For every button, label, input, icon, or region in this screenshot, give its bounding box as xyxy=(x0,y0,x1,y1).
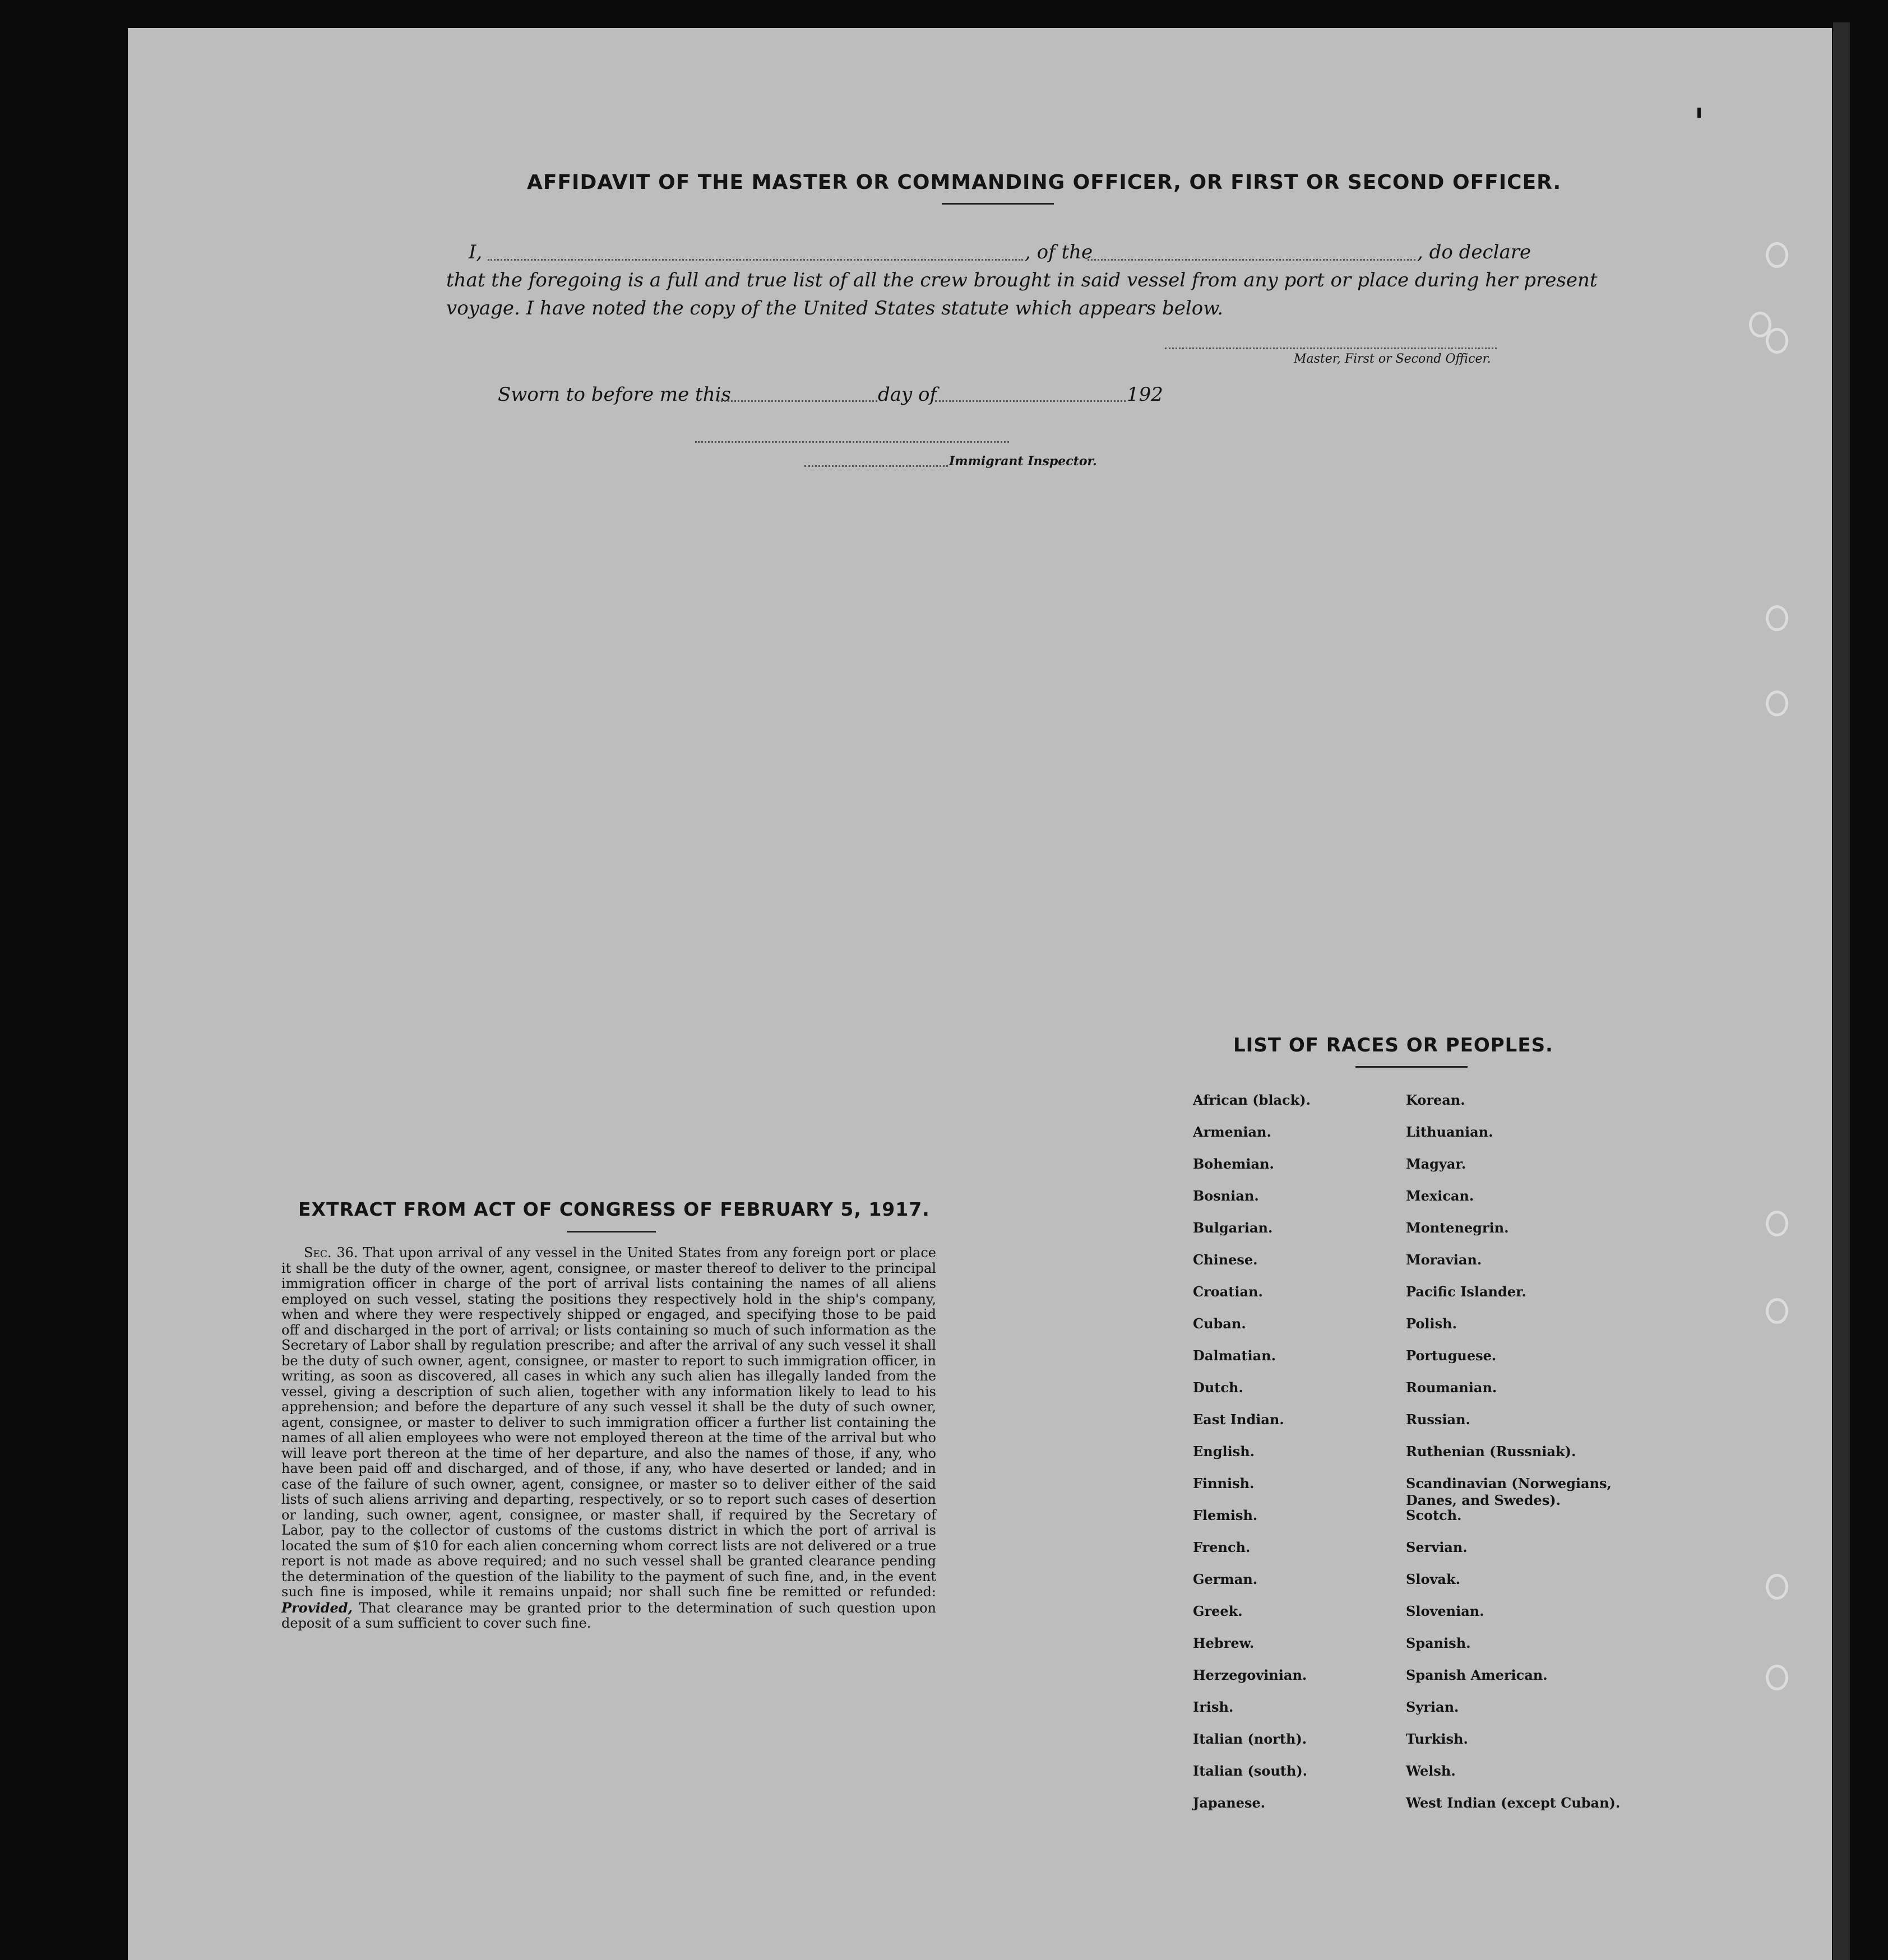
race-item: Italian (south). xyxy=(1193,1763,1308,1779)
races-left-column xyxy=(1193,1092,1311,1827)
race-item: Hebrew. xyxy=(1193,1635,1255,1651)
section-label: Sec. 36. xyxy=(304,1245,358,1261)
race-item: Chinese. xyxy=(1193,1252,1258,1268)
race-item: Bosnian. xyxy=(1193,1188,1259,1204)
race-item: Slovak. xyxy=(1406,1571,1460,1587)
extract-title-rule xyxy=(567,1231,656,1232)
race-item: Scandinavian (Norwegians, Danes, and Swedes). xyxy=(1406,1475,1612,1508)
race-item: Slovenian. xyxy=(1406,1603,1484,1619)
year-label: 192 xyxy=(1127,383,1163,406)
affidavit-line-2: that the foregoing is a full and true list of all the crew brought in said vessel from any port or place during her present xyxy=(446,269,1598,291)
race-item: Portuguese. xyxy=(1406,1347,1497,1364)
races-right-column xyxy=(1406,1092,1620,1827)
race-item: West Indian (except Cuban). xyxy=(1406,1795,1621,1811)
race-item: Russian. xyxy=(1406,1411,1470,1428)
day-blank[interactable] xyxy=(718,400,877,402)
race-item: East Indian. xyxy=(1193,1411,1284,1428)
race-item: Irish. xyxy=(1193,1699,1234,1715)
races-title-rule xyxy=(1355,1066,1468,1068)
race-item: Japanese. xyxy=(1193,1795,1266,1811)
inspector-signature-blank[interactable] xyxy=(695,441,1009,443)
name-blank[interactable] xyxy=(488,259,1023,261)
race-item: Syrian. xyxy=(1406,1699,1459,1715)
binder-hole xyxy=(1766,242,1788,268)
title-rule xyxy=(942,203,1054,205)
month-blank[interactable] xyxy=(935,400,1126,402)
race-item: Spanish. xyxy=(1406,1635,1471,1651)
race-item: Ruthenian (Russniak). xyxy=(1406,1443,1576,1459)
race-item: Finnish. xyxy=(1193,1475,1255,1491)
provided-label: Provided, xyxy=(281,1599,353,1616)
race-item: Montenegrin. xyxy=(1406,1220,1509,1236)
race-item: Servian. xyxy=(1406,1539,1468,1555)
race-item: Flemish. xyxy=(1193,1507,1258,1523)
race-item: Korean. xyxy=(1406,1092,1465,1108)
binder-hole xyxy=(1766,1298,1788,1324)
binder-hole xyxy=(1766,1665,1788,1690)
race-item: French. xyxy=(1193,1539,1251,1555)
race-item: Italian (north). xyxy=(1193,1731,1307,1747)
race-item: Greek. xyxy=(1193,1603,1243,1619)
race-item: Dutch. xyxy=(1193,1379,1243,1396)
binder-hole xyxy=(1766,1211,1788,1236)
race-item: Armenian. xyxy=(1193,1124,1271,1140)
affidavit-of-the: , of the xyxy=(1025,241,1093,263)
binder-hole xyxy=(1766,328,1788,354)
binder-hole xyxy=(1766,1574,1788,1600)
race-item: German. xyxy=(1193,1571,1258,1587)
race-item: Bohemian. xyxy=(1193,1156,1274,1172)
affidavit-line-3: voyage. I have noted the copy of the United States statute which appears below. xyxy=(446,297,1224,319)
race-item: Turkish. xyxy=(1406,1731,1468,1747)
race-item: Herzegovinian. xyxy=(1193,1667,1307,1683)
master-caption: Master, First or Second Officer. xyxy=(1294,352,1491,366)
affidavit-i-label: I, xyxy=(469,241,483,263)
affidavit-do-declare: , do declare xyxy=(1417,241,1531,263)
race-item: Scotch. xyxy=(1406,1507,1462,1523)
vessel-blank[interactable] xyxy=(1088,259,1415,261)
day-of-label: day of xyxy=(878,383,937,406)
race-item: Croatian. xyxy=(1193,1284,1263,1300)
race-item: Welsh. xyxy=(1406,1763,1456,1779)
race-item: Mexican. xyxy=(1406,1188,1474,1204)
race-item: Bulgarian. xyxy=(1193,1220,1273,1236)
race-item: Spanish American. xyxy=(1406,1667,1548,1683)
race-item: Moravian. xyxy=(1406,1252,1482,1268)
race-item: Pacific Islander. xyxy=(1406,1284,1526,1300)
race-item: Dalmatian. xyxy=(1193,1347,1276,1364)
ink-mark xyxy=(1697,108,1701,118)
extract-body xyxy=(281,1245,936,1632)
race-item: Magyar. xyxy=(1406,1156,1466,1172)
affidavit-title: AFFIDAVIT OF THE MASTER OR COMMANDING OFFICER, OR FIRST OR SECOND OFFICER. xyxy=(527,171,1562,194)
race-item: African (black). xyxy=(1193,1092,1311,1108)
page-edge xyxy=(1833,22,1850,1960)
extract-title: EXTRACT FROM ACT OF CONGRESS OF FEBRUARY 5, 1917. xyxy=(298,1198,930,1220)
race-item: Roumanian. xyxy=(1406,1379,1497,1396)
binder-hole xyxy=(1766,691,1788,716)
race-item: Polish. xyxy=(1406,1315,1457,1332)
race-item: English. xyxy=(1193,1443,1255,1459)
extract-text-a: That upon arrival of any vessel in the United States from any foreign port or place it shall be the duty of the owner, agent, consignee, or master thereof to deliver to the principal immigration officer in charge of the port of arrival lists containing the names of all aliens employed on such vessel, stating the positions they respectively hold in the ship's company, when and where they were respectively shipped or engaged, and specifying those to be paid off and discharged in the port of arrival; or lists containing so much of such information as the Secretary of Labor shall by regulation prescribe; and after the arrival of any such vessel it shall be the duty of such owner, agent, consignee, or master to report to such immigration officer, in writing, as soon as discovered, all cases in which any such alien has illegally landed from the vessel, giving a description of such alien, together with any information likely to lead to his apprehension; and before the departure of any such vessel it shall be the duty of such owner, agent, consignee, or master to deliver to such immigration officer a further list containing the names of all alien employees who were not employed thereon at the time of the arrival but who will leave port thereon at the time of her departure, and also the names of those, if any, who have been paid off and discharged, and of those, if any, who have deserted or landed; and in case of the failure of such owner, agent, consignee, or master so to deliver either of the said lists of such aliens arriving and departing, respectively, or so to report such cases of desertion or landing, such owner, agent, consignee, or master shall, if required by the Secretary of Labor, pay to the collector of customs of the customs district in which the port of arrival is located the sum of $10 for each alien concerning whom correct lists are not delivered or a true report is not made as above required; and no such vessel shall be granted clearance pending the determination of the question of the liability to the payment of such fine, and, in the event such fine is imposed, while it remains unpaid; nor shall such fine be remitted or refunded: xyxy=(281,1245,936,1600)
inspector-caption: Immigrant Inspector. xyxy=(949,454,1097,469)
inspector-blank-2[interactable] xyxy=(804,465,948,467)
races-title: LIST OF RACES OR PEOPLES. xyxy=(1233,1034,1553,1057)
extract-text-b: That clearance may be granted prior to the determination of such question upon deposit of a sum sufficient to cover such fine. xyxy=(281,1600,936,1631)
master-signature-blank[interactable] xyxy=(1165,347,1497,349)
binder-hole xyxy=(1766,605,1788,631)
race-item: Cuban. xyxy=(1193,1315,1246,1332)
race-item: Lithuanian. xyxy=(1406,1124,1493,1140)
sworn-label: Sworn to before me this xyxy=(498,383,731,406)
